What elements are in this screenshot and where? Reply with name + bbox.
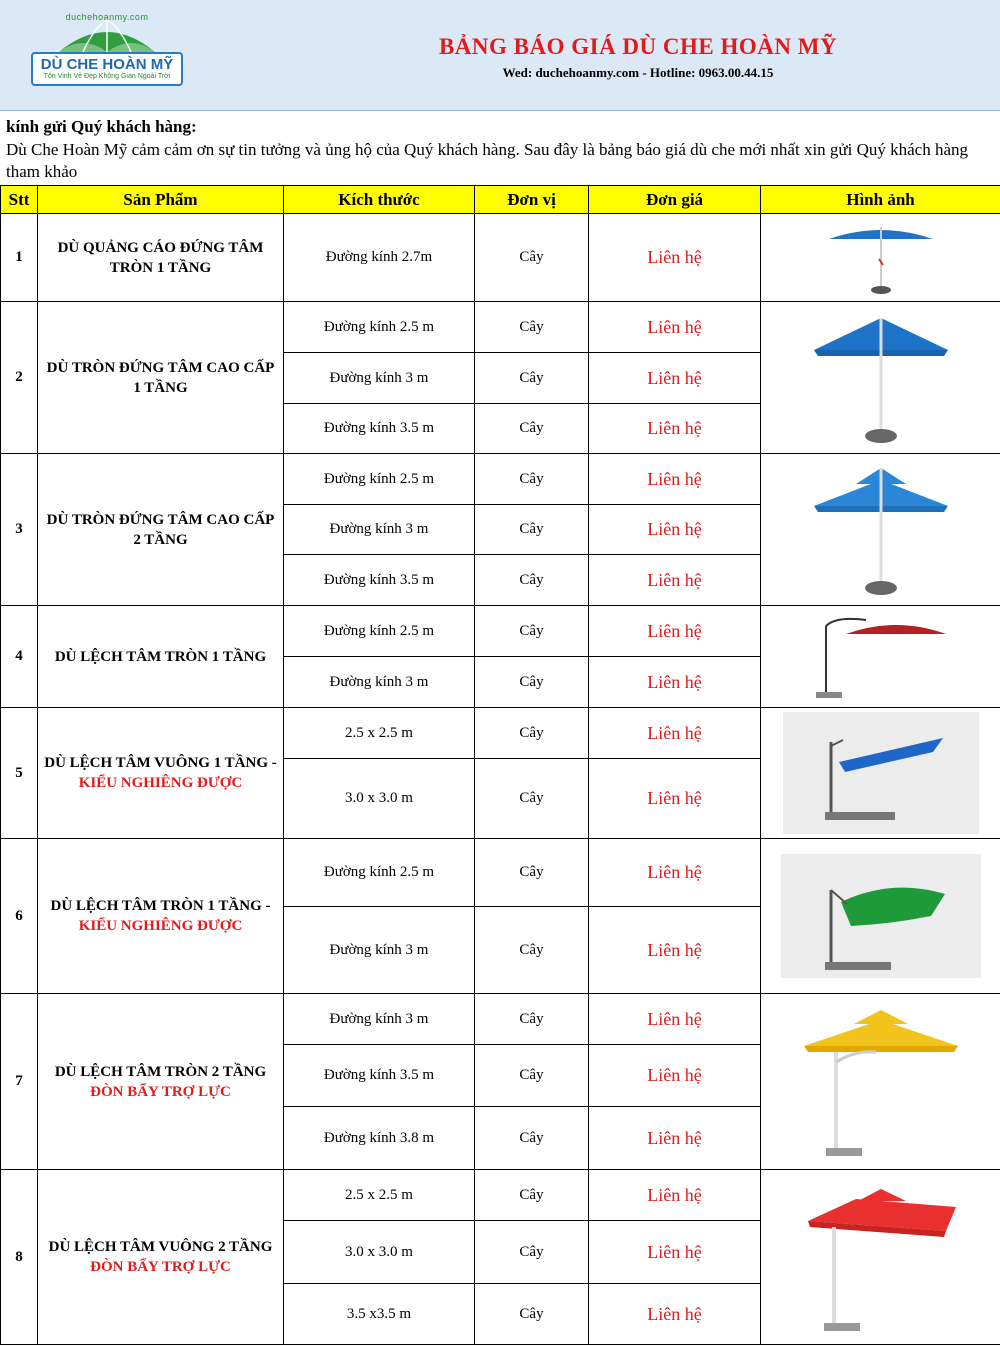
table-row	[1, 839, 1000, 907]
price-contact-link[interactable]: Liên hệ	[589, 606, 761, 657]
col-header-price: Đơn giá	[589, 186, 761, 214]
row-stt: 5	[1, 708, 38, 839]
unit-cell: Cây	[475, 214, 589, 302]
unit-cell: Cây	[475, 1221, 589, 1284]
row-stt: 6	[1, 839, 38, 994]
col-header-image: Hình ảnh	[761, 186, 1000, 214]
unit-cell: Cây	[475, 708, 589, 759]
size-cell: Đường kính 3 m	[284, 907, 475, 994]
price-contact-link[interactable]: Liên hệ	[589, 353, 761, 404]
price-contact-link[interactable]: Liên hệ	[589, 505, 761, 555]
price-contact-link[interactable]: Liên hệ	[589, 907, 761, 994]
unit-cell: Cây	[475, 1284, 589, 1345]
col-header-stt: Stt	[1, 186, 38, 214]
logo-name: DÙ CHE HOÀN MỸ	[40, 56, 174, 73]
unit-cell: Cây	[475, 1170, 589, 1221]
product-image-cell	[761, 708, 1000, 839]
table-header-row	[1, 186, 1000, 214]
row-stt: 1	[1, 214, 38, 302]
price-contact-link[interactable]: Liên hệ	[589, 1170, 761, 1221]
product-name: DÙ TRÒN ĐỨNG TÂM CAO CẤP 1 TẦNG	[38, 302, 284, 454]
col-header-unit: Đơn vị	[475, 186, 589, 214]
price-contact-link[interactable]: Liên hệ	[589, 454, 761, 505]
unit-cell: Cây	[475, 555, 589, 606]
unit-cell: Cây	[475, 454, 589, 505]
header-banner	[0, 0, 1000, 111]
blue-center-umbrella-icon[interactable]	[821, 219, 941, 297]
greeting: kính gửi Quý khách hàng:	[6, 117, 197, 136]
price-contact-link[interactable]: Liên hệ	[589, 708, 761, 759]
table-row	[1, 1170, 1000, 1221]
unit-cell: Cây	[475, 1107, 589, 1170]
unit-cell: Cây	[475, 353, 589, 404]
table-row	[1, 708, 1000, 759]
price-contact-link[interactable]: Liên hệ	[589, 302, 761, 353]
red-square-two-tier-offset-umbrella-icon[interactable]	[796, 1177, 966, 1337]
blue-two-tier-umbrella-icon[interactable]	[806, 460, 956, 600]
red-offset-umbrella-icon[interactable]	[806, 612, 956, 702]
row-stt: 7	[1, 994, 38, 1170]
intro-paragraph: Dù Che Hoàn Mỹ cảm cảm ơn sự tin tưởng và ủng hộ của Quý khách hàng. Sau đây là bảng báo giá dù che mới nhất xin gửi Quý khách hàng tham khảo	[6, 140, 969, 181]
table-row	[1, 214, 1000, 302]
product-name: DÙ QUẢNG CÁO ĐỨNG TÂM TRÒN 1 TẦNG	[38, 214, 284, 302]
size-cell: Đường kính 3 m	[284, 657, 475, 708]
size-cell: 3.0 x 3.0 m	[284, 759, 475, 839]
unit-cell: Cây	[475, 839, 589, 907]
row-stt: 8	[1, 1170, 38, 1345]
price-contact-link[interactable]: Liên hệ	[589, 404, 761, 454]
blue-center-umbrella-icon[interactable]	[806, 308, 956, 448]
page-title: BẢNG BÁO GIÁ DÙ CHE HOÀN MỸ	[438, 34, 838, 59]
unit-cell: Cây	[475, 657, 589, 708]
size-cell: Đường kính 3.5 m	[284, 1045, 475, 1107]
size-cell: 2.5 x 2.5 m	[284, 1170, 475, 1221]
row-stt: 3	[1, 454, 38, 606]
price-contact-link[interactable]: Liên hệ	[589, 994, 761, 1045]
unit-cell: Cây	[475, 404, 589, 454]
logo-name-box	[31, 52, 183, 86]
size-cell: Đường kính 3 m	[284, 353, 475, 404]
contact-line: Wed: duchehoanmy.com - Hotline: 0963.00.44.15	[502, 65, 774, 80]
table-row	[1, 994, 1000, 1045]
unit-cell: Cây	[475, 1045, 589, 1107]
size-cell: 3.5 x3.5 m	[284, 1284, 475, 1345]
product-image-cell	[761, 454, 1000, 606]
product-image-cell	[761, 302, 1000, 454]
yellow-two-tier-offset-umbrella-icon[interactable]	[796, 1002, 966, 1162]
company-logo[interactable]	[27, 12, 187, 92]
size-cell: Đường kính 3 m	[284, 505, 475, 555]
price-contact-link[interactable]: Liên hệ	[589, 1045, 761, 1107]
price-contact-link[interactable]: Liên hệ	[589, 1284, 761, 1345]
unit-cell: Cây	[475, 302, 589, 353]
product-name: DÙ LỆCH TÂM VUÔNG 2 TẦNG ĐÒN BẨY TRỢ LỰC	[38, 1170, 284, 1345]
price-contact-link[interactable]: Liên hệ	[589, 759, 761, 839]
product-name: DÙ LỆCH TÂM TRÒN 1 TẦNG	[38, 606, 284, 708]
blue-square-offset-umbrella-icon[interactable]	[783, 712, 979, 834]
price-contact-link[interactable]: Liên hệ	[589, 555, 761, 606]
logo-slogan: Tôn Vinh Vẻ Đẹp Không Gian Ngoài Trời	[43, 73, 171, 80]
size-cell: Đường kính 3.5 m	[284, 404, 475, 454]
price-contact-link[interactable]: Liên hệ	[589, 214, 761, 302]
size-cell: 3.0 x 3.0 m	[284, 1221, 475, 1284]
umbrella-logo-icon	[55, 18, 159, 56]
col-header-size: Kích thước	[284, 186, 475, 214]
product-image-cell	[761, 1170, 1000, 1345]
size-cell: Đường kính 3 m	[284, 994, 475, 1045]
size-cell: Đường kính 2.5 m	[284, 454, 475, 505]
price-table	[0, 185, 1000, 1345]
table-row	[1, 302, 1000, 353]
price-contact-link[interactable]: Liên hệ	[589, 657, 761, 708]
size-cell: 2.5 x 2.5 m	[284, 708, 475, 759]
size-cell: Đường kính 2.5 m	[284, 606, 475, 657]
table-row	[1, 454, 1000, 505]
size-cell: Đường kính 2.7m	[284, 214, 475, 302]
product-image-cell	[761, 214, 1000, 302]
price-contact-link[interactable]: Liên hệ	[589, 1107, 761, 1170]
unit-cell: Cây	[475, 759, 589, 839]
col-header-product: Sản Phẩm	[38, 186, 284, 214]
logo-site-text: duchehoanmy.com	[65, 12, 149, 22]
unit-cell: Cây	[475, 606, 589, 657]
product-name: DÙ LỆCH TÂM TRÒN 2 TẦNG ĐÒN BẨY TRỢ LỰC	[38, 994, 284, 1170]
row-stt: 2	[1, 302, 38, 454]
row-stt: 4	[1, 606, 38, 708]
size-cell: Đường kính 2.5 m	[284, 839, 475, 907]
product-image-cell	[761, 839, 1000, 994]
price-contact-link[interactable]: Liên hệ	[589, 1221, 761, 1284]
table-row	[1, 606, 1000, 657]
product-name: DÙ LỆCH TÂM VUÔNG 1 TẦNG - KIỂU NGHIÊNG ĐƯỢC	[38, 708, 284, 839]
unit-cell: Cây	[475, 907, 589, 994]
unit-cell: Cây	[475, 994, 589, 1045]
size-cell: Đường kính 3.8 m	[284, 1107, 475, 1170]
product-image-cell	[761, 994, 1000, 1170]
price-contact-link[interactable]: Liên hệ	[589, 839, 761, 907]
size-cell: Đường kính 3.5 m	[284, 555, 475, 606]
product-name: DÙ LỆCH TÂM TRÒN 1 TẦNG - KIỂU NGHIÊNG ĐƯỢC	[38, 839, 284, 994]
unit-cell: Cây	[475, 505, 589, 555]
size-cell: Đường kính 2.5 m	[284, 302, 475, 353]
product-name: DÙ TRÒN ĐỨNG TÂM CAO CẤP 2 TẦNG	[38, 454, 284, 606]
product-image-cell	[761, 606, 1000, 708]
green-offset-umbrella-icon[interactable]	[781, 854, 981, 978]
